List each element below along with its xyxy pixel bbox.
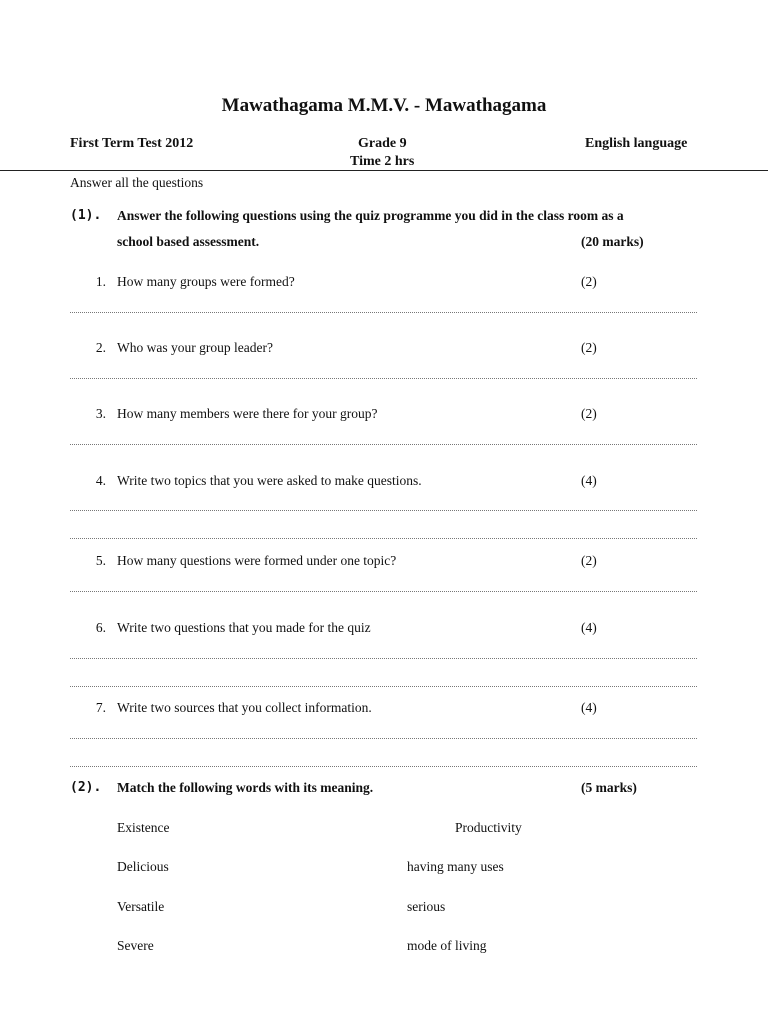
question-number: 1. [95,274,106,289]
question-number: 5. [95,553,106,568]
subject: English language [585,136,688,151]
question-text: How many groups were formed? [117,274,295,289]
time-allowed: Time 2 hrs [350,154,415,169]
match-word: Versatile [117,899,165,914]
question-number: 2. [95,340,106,355]
question-number: 7. [95,700,106,715]
question-marks: (4) [581,620,597,635]
school-title: Mawathagama M.M.V. - Mawathagama [221,95,547,116]
match-word: Delicious [117,859,169,874]
question-number: 4. [95,473,106,488]
question-text: Who was your group leader? [117,340,273,355]
match-meaning: serious [407,899,446,914]
question-marks: (2) [581,274,597,289]
match-meaning: having many uses [407,859,504,874]
question-text: Write two topics that you were asked to make questions. [117,473,422,488]
question-marks: (4) [581,700,597,715]
question-marks: (2) [581,406,597,421]
question-text: How many members were there for your group? [117,406,378,421]
grade: Grade 9 [358,136,407,151]
section-2-instruction: Match the following words with its meaning. [117,780,374,795]
answer-line[interactable] [70,686,697,687]
answer-line[interactable] [70,658,697,659]
answer-line[interactable] [70,444,697,445]
answer-line[interactable] [70,510,697,511]
answer-line[interactable] [70,538,697,539]
question-number: 3. [95,406,106,421]
question-text: Write two questions that you made for the quiz [117,620,371,635]
section-1-instruction-line1: Answer the following questions using the quiz programme you did in the class room as a [117,208,624,223]
answer-line[interactable] [70,591,697,592]
answer-line[interactable] [70,378,697,379]
section-2-number: (2). [70,780,102,795]
section-1-instruction-line2: school based assessment. [117,234,260,249]
match-word: Severe [117,938,154,953]
question-number: 6. [95,620,106,635]
question-text: Write two sources that you collect information. [117,700,372,715]
match-meaning: mode of living [407,938,487,953]
answer-line[interactable] [70,738,697,739]
instruction: Answer all the questions [70,175,204,190]
header-divider [0,170,768,171]
test-name: First Term Test 2012 [70,136,194,151]
match-word: Existence [117,820,170,835]
section-2-marks: (5 marks) [581,780,637,795]
match-meaning: Productivity [455,820,522,835]
question-marks: (2) [581,553,597,568]
section-1-number: (1). [70,208,102,223]
answer-line[interactable] [70,312,697,313]
question-marks: (2) [581,340,597,355]
section-1-marks: (20 marks) [581,234,644,249]
answer-line[interactable] [70,766,697,767]
question-text: How many questions were formed under one topic? [117,553,397,568]
question-marks: (4) [581,473,597,488]
